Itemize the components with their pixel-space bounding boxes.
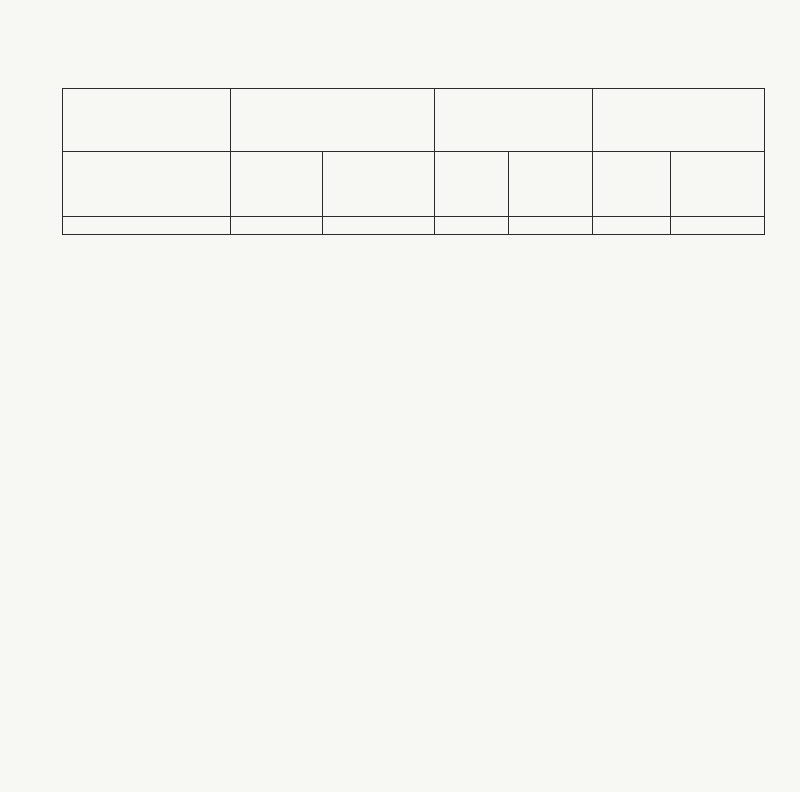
column-header-children-2016 bbox=[323, 152, 435, 217]
table-header-row-2 bbox=[63, 152, 765, 217]
total-homes-difference bbox=[593, 217, 671, 235]
column-header-homes-2017 bbox=[435, 152, 509, 217]
column-header-children-2017 bbox=[509, 152, 593, 217]
total-homes-2017 bbox=[435, 217, 509, 235]
total-children-2016 bbox=[323, 217, 435, 235]
total-homes-2016 bbox=[231, 217, 323, 235]
column-header-children-difference bbox=[671, 152, 765, 217]
total-children-2017 bbox=[509, 217, 593, 235]
column-group-difference bbox=[593, 89, 765, 152]
statistics-table bbox=[62, 88, 765, 235]
column-group-2017 bbox=[435, 89, 593, 152]
column-group-2016 bbox=[231, 89, 435, 152]
column-header-homes-difference bbox=[593, 152, 671, 217]
table-header-row-1 bbox=[63, 89, 765, 152]
table-total-row bbox=[63, 217, 765, 235]
column-header-region bbox=[63, 89, 231, 152]
column-header-homes-2016 bbox=[231, 152, 323, 217]
total-label bbox=[63, 217, 231, 235]
column-header-empty bbox=[63, 152, 231, 217]
total-children-difference bbox=[671, 217, 765, 235]
